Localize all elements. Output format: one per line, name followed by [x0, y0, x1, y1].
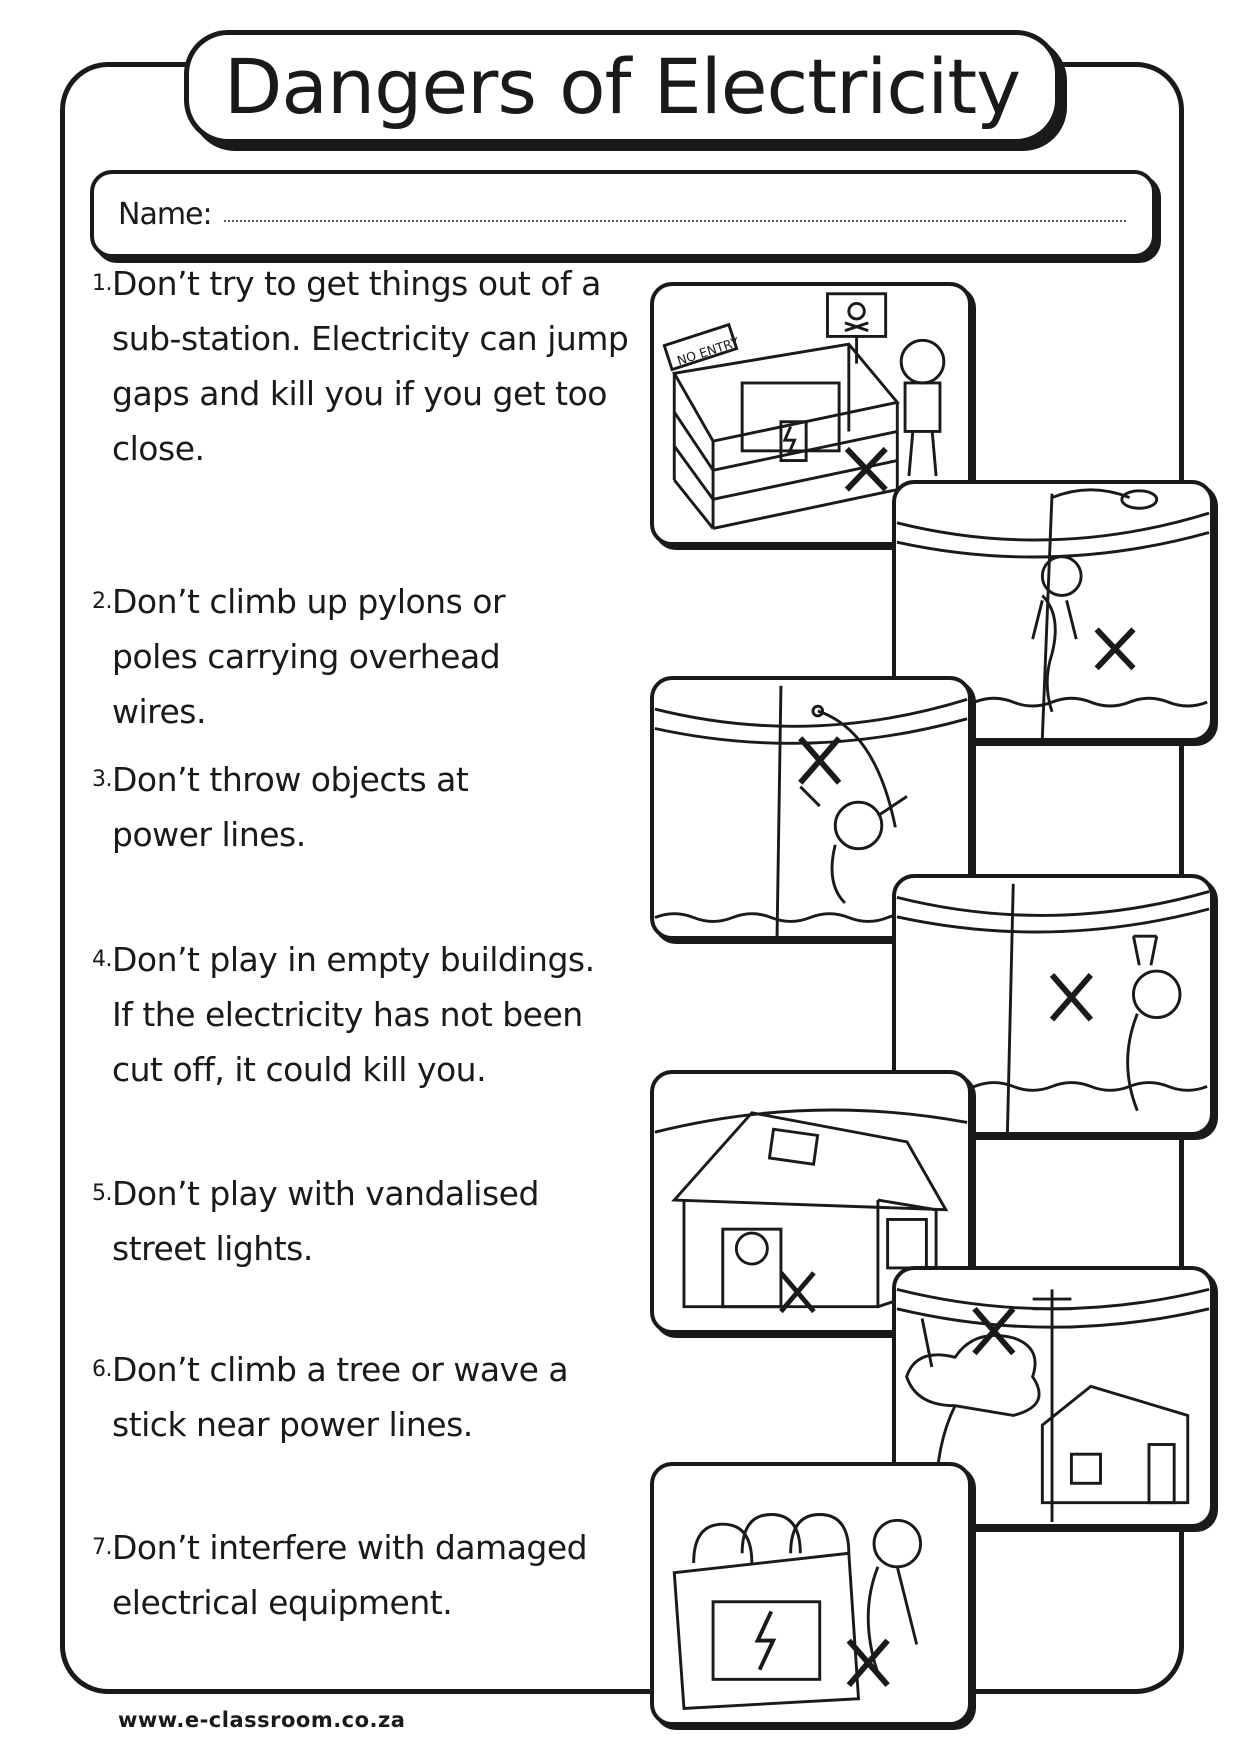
- title-banner: [184, 30, 1060, 144]
- list-item: [86, 574, 646, 739]
- list-item: [86, 1520, 646, 1630]
- list-item: [86, 1166, 646, 1276]
- name-write-line[interactable]: [224, 206, 1126, 222]
- name-label: Name:: [118, 196, 212, 232]
- item-number: 7.: [92, 1535, 112, 1560]
- no-entry-sign: NO ENTRY: [675, 334, 741, 369]
- item-text: Don’t climb up pylons or poles carrying overhead wires.: [112, 582, 506, 731]
- item-number: 2.: [92, 589, 112, 614]
- item-text: Don’t interfere with damaged electrical equipment.: [112, 1528, 588, 1622]
- item-number: 3.: [92, 767, 112, 792]
- item-text: Don’t throw objects at power lines.: [112, 760, 469, 854]
- list-item: [86, 1342, 646, 1452]
- list-item: [86, 752, 646, 862]
- item-text: Don’t climb a tree or wave a stick near power lines.: [112, 1350, 569, 1444]
- damaged-equipment-illustration: [650, 1462, 972, 1726]
- item-text: Don’t try to get things out of a sub-station. Electricity can jump gaps and kill you if you get too close.: [112, 264, 629, 468]
- list-item: [86, 932, 646, 1097]
- page-title: Dangers of Electricity: [223, 42, 1021, 131]
- item-text: Don’t play in empty buildings. If the electricity has not been cut off, it could kill you.: [112, 940, 595, 1089]
- name-field[interactable]: [90, 170, 1156, 258]
- item-text: Don’t play with vandalised street lights.: [112, 1174, 539, 1268]
- item-number: 1.: [92, 271, 112, 296]
- footer-url[interactable]: www.e-classroom.co.za: [118, 1708, 406, 1732]
- list-item: [86, 256, 646, 476]
- item-number: 4.: [92, 947, 112, 972]
- item-number: 5.: [92, 1181, 112, 1206]
- item-number: 6.: [92, 1357, 112, 1382]
